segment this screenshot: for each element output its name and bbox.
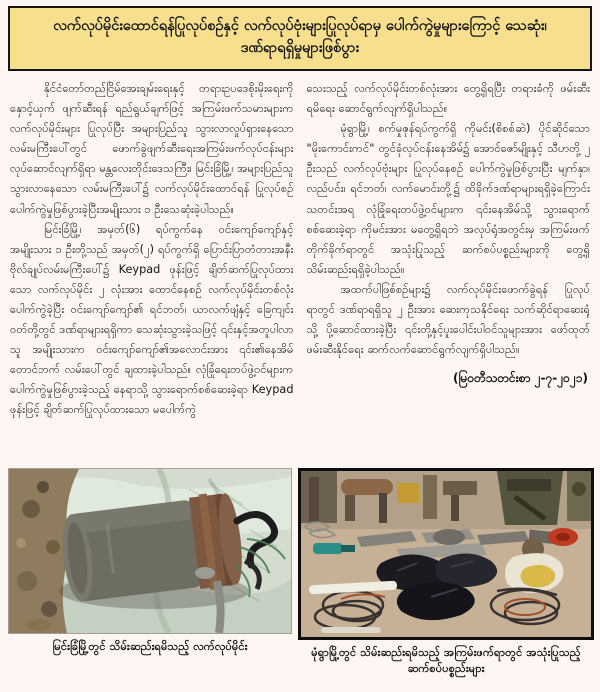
byline: (မြဝတီသတင်းစာ ၂-၇-၂၀၂၁) [452, 371, 588, 386]
column-right [307, 79, 591, 469]
seized-items-photo-caption: မုံရွာမြို့တွင် သိမ်းဆည်းရမိသည့် အကြမ်းဖက်ရာတွင် အသုံးပြုသည့် ဆက်စပ်ပစ္စည်းများ [311, 646, 581, 676]
landmine-photo [8, 468, 292, 634]
paragraph-2-continuation: သေးသည့် လက်လုပ်မိုင်းတစ်လုံးအား တွေ့ရှိရပြီး တရားခံကို ဖမ်းဆီးရမိရေး ဆောင်ရွက်လျက်ရှိပါသည်။ [306, 81, 590, 116]
article-body [10, 79, 590, 469]
headline-banner [8, 6, 592, 71]
paragraph-3: မုံရွာမြို့၊ စက်မှုဇုန်ရပ်ကွက်ရှိ ကိုမင်း(စိစစ်ဆဲ) ပိုင်ဆိုင်သော "မိုးကောင်းကင်" တွင်ခုံလုပ်ငန်းနေအိမ်၌ အောင်ဇော်မျိုးနှင့် သီဟတို့ ၂ ဦးသည် လက်လုပ်ဗုံးများ ပြုလုပ်နေစဉ် ပေါက်ကွဲမှုဖြစ်ပွားပြီး မျက်နှာ၊ လည်ပင်း၊ ရင်ဘတ်၊ လက်မောင်းတို့၌ ထိခိုက်ဒဏ်ရာများရရှိခဲ့ကြောင်း သတင်းအရ လုံခြုံရေးတပ်ဖွဲ့ဝင်များက ၎င်းနေအိမ်သို့ သွားရောက်စစ်ဆေးခဲ့ရာ ကိုမင်းအား မတွေ့ရှိရဘဲ အလုပ်ရုံအတွင်းမှ အကြမ်းဖက်တိုက်ခိုက်ရာတွင် အသုံးပြုသည့် ဆက်စပ်ပစ္စည်းများကို တွေ့ရှိသိမ်းဆည်းရရှိခဲ့ပါသည်။ [306, 122, 590, 276]
paragraph-4: အထက်ပါဖြစ်စဉ်များ၌ လက်လုပ်မိုင်းဖောက်ခွဲရန် ပြုလုပ်ရာတွင် ဒဏ်ရာရရှိသူ ၂ ဦးအား ဆေးကုသနိုင်ရေး သက်ဆိုင်ရာဆေးရုံသို့ ပို့ဆောင်ထားခဲ့ပြီး ၎င်းတို့နှင့်ပူးပေါင်းပါဝင်သူများအား ဖော်ထုတ်ဖမ်းဆီးနိုင်ရေး ဆက်လက်ဆောင်ရွက်လျက်ရှိပါသည်။ [306, 282, 590, 357]
seized-items-photo [298, 468, 594, 640]
headline-text: လက်လုပ်မိုင်းထောင်ရန်ပြုလုပ်စဉ်နှင့် လက်လုပ်ဗုံးများပြုလုပ်ရာမှ ပေါက်ကွဲမှုများကြောင့် သေဆုံး၊ ဒဏ်ရာရရှိမှုများဖြစ်ပွား [53, 18, 547, 57]
column-left [10, 79, 294, 469]
landmine-photo-caption: မြင်းခြံမြို့တွင် သိမ်းဆည်းရမိသည့် လက်လုပ်မိုင်း [52, 640, 248, 653]
paragraph-1: နိုင်ငံတော်တည်ငြိမ်အေးချမ်းရေးနှင့် တရားဥပဒေစိုးမိုးရေးကို နှောင့်ယှက် ဖျက်ဆီးရန် ရည်ရွယ်ချက်ဖြင့် အကြမ်းဖက်သမားများက လက်လုပ်မိုင်းများ ပြုလုပ်ပြီး အများပြည်သူ သွားလာလှုပ်ရှားနေသော လမ်းမကြီးပေါ်တွင် ဖောက်ခွဲဖျက်ဆီးရေးအကြမ်းဖက်လုပ်ငန်းများ လုပ်ဆောင်လျက်ရှိရာ မန္တလေးတိုင်းဒေသကြီး၊ မြင်းခြံမြို့၊ အများပြည်သူသွားလာနေသော လမ်းမကြီးပေါ်၌ လက်လုပ်မိုင်းထောင်ရန် ပြုလုပ်စဉ် ပေါက်ကွဲမှုဖြစ်ပွားခဲ့ပြီးအမျိုးသား ၁ ဦးသေဆုံးခဲ့ပါသည်။ [10, 81, 294, 216]
figure-row [0, 468, 600, 678]
figure-landmine [8, 468, 292, 678]
landmine-photo-illustration [9, 469, 291, 633]
seized-items-photo-illustration [301, 471, 591, 637]
paragraph-2: မြင်းခြံမြို့၊ အမှတ်(၆) ရပ်ကွက်နေ ဝင်းကျော်ကျော်နှင့် အမျိုးသား ၁ ဦးတို့သည် အမှတ်(၂) ရပ်ကွက်ရှိ ပြောင်းပြာတံတားအနီး ဗိုလ်ချုပ်လမ်းမကြီးပေါ်၌ Keypad ဖုန်းဖြင့် ချိတ်ဆက်ပြုလုပ်ထားသော လက်လုပ်မိုင်း ၂ လုံးအား ထောင်နေစဉ် လက်လုပ်မိုင်းတစ်လုံးပေါက်ကွဲခဲ့ပြီး ဝင်းကျော်ကျော်၏ ရင်ဘတ်၊ ယာလက်ဖျံနှင့် ခြေကျင်းဝတ်တို့တွင် ဒဏ်ရာများရရှိကာ သေဆုံးသွားခဲ့သဖြင့် ၎င်းနှင့်အတူပါလာသူ အမျိုးသားက ဝင်းကျော်ကျော်၏အလောင်းအား ၎င်း၏နေအိမ်တောင်ဘက် လမ်းပေါ်တွင် ချထားခဲ့ပါသည်။ လုံခြုံရေးတပ်ဖွဲ့ဝင်များက ပေါက်ကွဲမှုဖြစ်ပွားခဲ့သည့် နေရာသို့ သွားရောက်စစ်ဆေးခဲ့ရာ Keypad ဖုန်းဖြင့် ချိတ်ဆက်ပြုလုပ်ထားသော မပေါက်ကွဲ [10, 222, 294, 417]
figure-seized-items [298, 468, 594, 678]
